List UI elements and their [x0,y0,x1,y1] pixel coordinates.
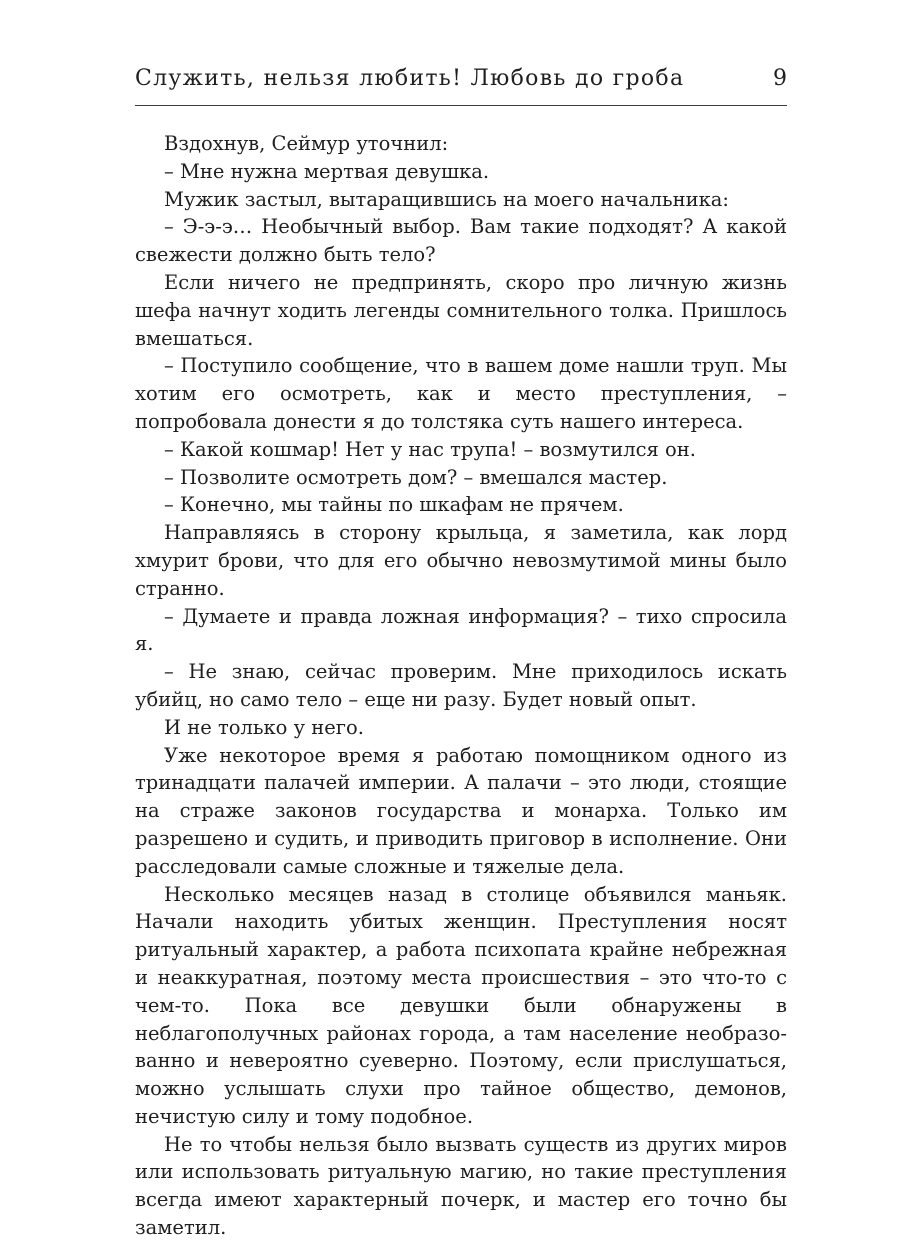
paragraph: – Позволите осмотреть дом? – вмешался мастер. [164,465,668,489]
header-rule [135,105,787,106]
body-text [135,130,787,1242]
paragraph: – Конечно, мы тайны по шкафам не прячем. [164,493,624,517]
paragraph: Если ничего не предпринять, скоро про личную жизнь шефа начнут ходить легенды сомнительного толка. Пришлось вмешаться. [135,270,787,350]
paragraph: – Мне нужна мертвая девушка. [164,159,490,183]
paragraph: Не то чтобы нельзя было вызвать существ из других миров или использовать ритуальную магию, но такие преступления всегда имеют характерный почерк, и мастер его точно бы заметил. [135,1132,787,1240]
paragraph: – Поступило сообщение, что в вашем доме нашли труп. Мы хотим его осмотреть, как и место преступления, – попробовала донести я до толстяка суть нашего интереса. [135,354,787,433]
paragraph: И не только у него. [164,715,364,739]
page-number: 9 [773,66,787,91]
paragraph: – Э-э-э… Необычный выбор. Вам такие подходят? А какой свежести должно быть тело? [135,215,787,267]
running-title: Служить, нельзя любить! Любовь до гроба [135,66,685,91]
running-header [135,64,787,104]
paragraph: – Какой кошмар! Нет у нас трупа! – возмутился он. [164,437,696,461]
paragraph: Несколько месяцев назад в столице объявился маньяк. Начали находить убитых женщин. Преступления носят ритуальный характер, а работа психопата крайне небрежная и неаккуратная, поэтому места происшествия – это что-то с чем-то. Пока все девушки были обнаружены в неблагополучных районах города, а там население необразованно и невероятно суеверно. Поэтому, если прислушаться, можно услышать слухи про тайное общество, демонов, нечистую силу и тому подобное. [135,882,787,1128]
paragraph: – Не знаю, сейчас проверим. Мне приходилось искать убийц, но само тело – еще ни разу. Будет новый опыт. [135,660,787,711]
paragraph: Вздохнув, Сеймур уточнил: [164,132,449,155]
paragraph: – Думаете и правда ложная информация? – тихо спросила я. [135,604,787,656]
paragraph: Направляясь в сторону крыльца, я заметила, как лорд хмурит брови, что для его обычно невозмутимой мины было странно. [135,521,787,600]
paragraph: Мужик застыл, вытаращившись на моего начальника: [164,187,729,211]
paragraph: Уже некоторое время я работаю помощником одного из тринадцати палачей империи. А палачи – это люди, стоящие на страже законов государства и монарха. Только им разрешено и судить, и приводить приговор в исполнение. Они расследовали самые сложные и тяжелые дела. [135,743,787,878]
